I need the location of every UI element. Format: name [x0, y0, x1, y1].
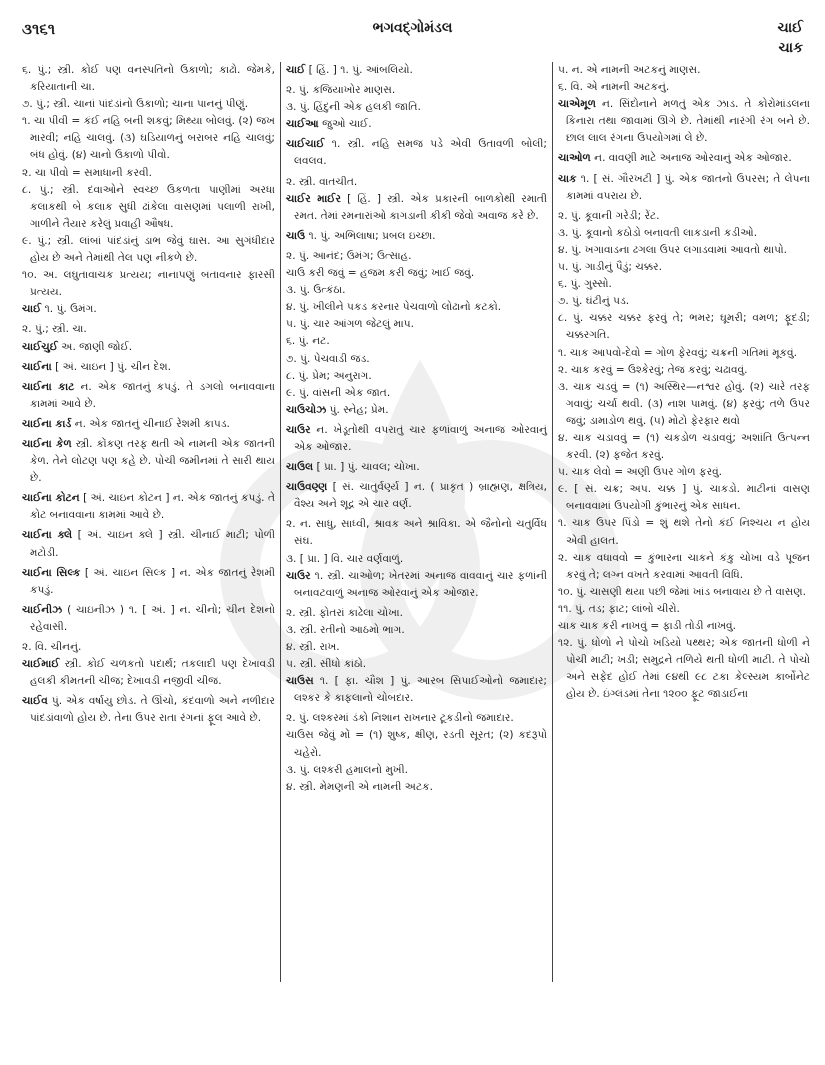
dictionary-entry	[22, 490, 275, 524]
headword: ચાઈ	[286, 64, 306, 76]
definition-text: [ અં. ચાઇન કોટન ] ન. એક જાતનું કપડું. તે કોટ બનાવવાના કામમાં આવે છે.	[30, 492, 275, 522]
headword: ચાઈચાઈ	[286, 138, 325, 151]
definition-text: ન. વાવણી માટે અનાજ ઓરવાનું એક ઓજાર.	[590, 152, 792, 165]
definition-text: ન. એક જાતનું ચીનાઈ રેશમી કાપડ.	[71, 417, 230, 430]
page-number: ૩૧૬૧	[22, 20, 56, 38]
dictionary-entry	[558, 96, 810, 147]
dictionary-entry	[286, 228, 547, 245]
headword: ચાઈચુઈ	[22, 340, 58, 353]
sense-definition: ૬. પું.; સ્ત્રી. કોઈ પણ વનસ્પતિનો ઉકાળો; કાઢો. જેમકે, કરિયાતાની ચા.	[22, 64, 275, 94]
headword: ચાઈનીઝ	[22, 603, 63, 616]
sense-definition: ૩. સ્ત્રી. રતીનો આઠમો ભાગ.	[286, 623, 405, 636]
idiom-definition: ૧. ચાક ઉપર પિંડો = શું થશે તેનો કંઈ નિશ્ચય ન હોય એવી હાલત.	[558, 517, 810, 547]
sense-definition: ૩. [ પ્રા. ] વિ. ચાર વર્ણવાળું.	[286, 552, 404, 565]
idiom-definition: ૪. ચાક ચડાવવું = (૧) ચકડોળ ચડાવવું; અશાંતિ ઉત્પન્ન કરવી. (૨) ફજેત કરવું.	[558, 431, 810, 462]
idiom-definition: ૫. ચાક લેવો = અણી ઉપર ગોળ ફરવું.	[558, 466, 723, 479]
definition-text: ૧. સ્ત્રી. ચાઓળ; ખેતરમાં અનાજ વાવવાનું ચાર ફળાંની બનાવટવાળું અનાજ ઓરવાનું એક ઓજાર.	[294, 569, 547, 599]
sense-definition: ૩. પું. ઉત્કંઠા.	[286, 284, 346, 297]
dictionary-entry	[286, 568, 547, 602]
definition-text: ૧. [ ફા. ચૌશ ] પું. આરબ સિપાઈઓનો જમાદાર; લશ્કર કે કાફલાનો ચોબદાર.	[294, 675, 547, 705]
dictionary-entry	[22, 416, 275, 433]
headword: ચાઈમાઈ	[22, 658, 60, 671]
definition-text: [ અં. ચાઇન ] પું. ચીન દેશ.	[51, 360, 172, 373]
dictionary-entry	[558, 171, 810, 205]
headword: ચાઈના	[22, 360, 52, 373]
definition-text: ૧. પું. અભિલાષા; પ્રબલ ઇચ્છા.	[305, 229, 436, 242]
sense-definition: ૨. વિ. ચીનનું.	[22, 641, 82, 653]
idiom-definition: ૨. ચા પીવો = સમાધાની કરવી.	[22, 166, 153, 179]
headword: ચાઈના કેળ	[22, 437, 72, 450]
sense-definition: ૭. પું. ઘંટીનું પડ.	[558, 295, 630, 308]
headword: ચાઉર	[286, 569, 311, 582]
headword: ચાઈના કાર્ડ	[22, 417, 72, 430]
definition-text: પું. સ્નેહ; પ્રેમ.	[326, 403, 389, 416]
sense-definition: ૨. પું. કૂવાની ગરેડી; રેંટ.	[558, 209, 660, 222]
sense-definition: ૯. પું. વાંસની એક જાત.	[286, 386, 391, 399]
headword: ચાઉસ	[286, 675, 314, 688]
sense-definition: ૪. સ્ત્રી. મેમણની એ નામની અટક.	[286, 780, 433, 793]
dictionary-entry	[286, 116, 547, 133]
idiom-definition: ૧. ચાક આપવો-દેવો = ગોળ ફેરવવું; ચક્રની ગતિમાં મૂકવું.	[558, 346, 797, 359]
definition-text: ન. ખેડૂતોથી વપરાતું ચાર ફળાંવાળું અનાજ ઓરવાનું એક ઓજાર.	[294, 423, 547, 453]
headword: ચાઈવ	[22, 695, 48, 708]
headword: ચાઈર માઈર	[286, 192, 341, 205]
sense-definition: ૨. પું.; સ્ત્રી. ચા.	[22, 323, 87, 336]
sense-definition: ૩. પું. હિંદુની એક હલકી જાતિ.	[286, 101, 421, 114]
sense-definition: ૧૦. પું. ચાસણી થયા પછી જેમાં ખાંડ બનાવાય છે તે વાસણ.	[558, 585, 806, 598]
sense-definition: ૬. વિ. એ નામની અટકનું.	[558, 81, 670, 94]
sense-definition: ૫. સ્ત્રી. સીધો કાંઠો.	[286, 658, 367, 671]
sense-definition: ૫. ન. એ નામની અટકનું માણસ.	[558, 64, 701, 76]
dictionary-entry	[286, 459, 547, 476]
dictionary-entry	[286, 479, 547, 513]
sense-definition: ૯. પું.; સ્ત્રી. લાંબાં પાંદડાંનું ડાભ જેવું ઘાસ. આ સુગંધીદાર હોય છે અને તેમાંથી તેલ પણ નીકળે છે.	[22, 234, 275, 265]
sense-definition: ૭. પું.; સ્ત્રી. ચાનાં પાંદડાંનો ઉકાળો; ચાના પાનનું પીણું.	[22, 98, 249, 111]
idiom-definition: ચાક ચાક કરી નાખવું = ફાડી તોડી નાખવું.	[558, 620, 737, 632]
definition-text: જુઓ ચાઈ.	[318, 118, 372, 131]
sense-definition: ૪. પું. ખીલીને પકડ કરનાર પેચવાળો લોઢાનો કટકો.	[286, 301, 502, 314]
definition-text: [ પ્રા. ] પું. ચાવલ; ચોખા.	[313, 461, 420, 474]
dictionary-entry	[286, 136, 547, 170]
sense-definition: ૨. પું. આનંદ; ઉમંગ; ઉત્સાહ.	[286, 249, 412, 262]
sense-definition: ૨. સ્ત્રી. વાતચીત.	[286, 175, 358, 188]
sense-definition: ૨. ન. સાધુ, સાધ્વી, શ્રાવક અને શ્રાવિકા. એ જૈનોનો ચતુર્વિધ સંઘ.	[286, 518, 547, 548]
dictionary-entry	[22, 359, 275, 376]
definition-text: [ સં. ચાતુર્વર્ણ્ય ] ન. ( પ્રાકૃત ) બ્રાહ્મણ, ક્ષત્રિય, વૈશ્ય અને શૂદ્ર એ ચાર વર્ણ.	[294, 481, 547, 511]
dictionary-entry	[22, 693, 275, 727]
sense-definition: ૪. પું. ખગાવાડના ઢગલા ઉપર લગાડવામાં આવતો થાપો.	[558, 243, 788, 256]
sense-definition: ૬. પું. નટ.	[286, 335, 330, 348]
headword: ચાઈ	[22, 303, 42, 316]
dictionary-entry	[286, 62, 547, 79]
column-3	[552, 62, 810, 982]
definition-text: ( ચાઇનીઝ ) ૧. [ અં. ] ન. ચીનો; ચીન દેશનો રહેવાસી.	[30, 603, 275, 633]
sense-definition: ૯. [ સં. ચક્ર; અપ. ચક્ક ] પું. ચાકડો. માટીનાં વાસણ બનાવવામાં ઉપયોગી કુંભારનું એક સાધન.	[558, 483, 810, 513]
definition-text: અ. જાણી જોઈ.	[57, 340, 133, 353]
idiom-definition: ચાઉ કરી જવું = હજમ કરી જવું; ખાઈ જવું.	[286, 267, 475, 280]
definition-text: સ્ત્રી. કોઈ ચળકતો પદાર્થ; તકલાદી પણ દેખાવડી હલકી કીમતની ચીજ; દેખાવડી નજીવી ચીજ.	[30, 658, 275, 688]
dictionary-entry	[286, 422, 547, 456]
guide-words	[778, 18, 803, 58]
dictionary-entry	[22, 656, 275, 690]
definition-text: ૧. સ્ત્રી. નહિ સમજ પડે એવી ઉતાવળી બોલી; લવલવ.	[294, 138, 547, 168]
sense-definition: ૧૨. પું. ધોળો ને પોચો ખડિયો પથ્થર; એક જાતની ધોળી ને પોચી માટી; ખડી; સમુદ્રને તળિયે થતી ધોળી માટી. તે પોચો અને સફેદ હોઈ તેમાં ૯૪થી ૯૮ ટકા કેલ્સ્યમ કાર્બોનેટ હોય છે. ઇંગ્લંડમાં તેના ૧૨૦૦ ફૂટ જાડાઈના	[558, 637, 810, 701]
dictionary-entry	[286, 673, 547, 707]
sense-definition: ૨. સ્ત્રી. ફોતરાં કાઢેલા ચોખા.	[286, 606, 403, 619]
definition-text: [ અં. ચાઇન સિલ્ક ] ન. એક જાતનું રેશમી કપડું.	[30, 566, 276, 596]
sense-definition: ૩. પું. કૂવાનો કઠોડો બનાવતી લાકડાની કડીઓ.	[558, 226, 758, 239]
sense-definition: ૭. પું. પેચવાડી જડ.	[286, 352, 370, 365]
sense-definition: ૨. પું. લશ્કરમાં ડંકો નિશાન રાખનાર ટૂકડીનો જમાદાર.	[286, 712, 514, 725]
idiom-definition: ૨. ચાક કરવું = ઉશ્કેરવું; તેજ કરવું; ચઢાવવું.	[558, 363, 748, 376]
dictionary-entry	[22, 565, 275, 599]
sense-definition: ૧૧. પું. તડ; ફાટ; લાંબો ચીરો.	[558, 602, 680, 615]
headword: ચાઈના કાટ	[22, 380, 75, 393]
sense-definition: ૪. સ્ત્રી. રાખ.	[286, 641, 340, 653]
sense-definition: ૮. પું.; સ્ત્રી. દવાઓને સ્વચ્છ ઉકળતા પાણીમાં અરધા કલાકથી બે કલાક સુધી ઢાંકેલા વાસણમાં પલાળી રાખી, ગાળીને તૈયાર કરેલું પ્રવાહી ઔષધ.	[22, 183, 275, 230]
headword: ચાઉચોઝ	[286, 403, 327, 416]
idiom-definition: ચાઉસ જેવું મોં = (૧) શુષ્ક, ક્ષીણ, રડતી સૂરત; (૨) કદરૂપો ચહેરો.	[286, 729, 547, 759]
dictionary-entry	[22, 379, 275, 413]
headword: ચાઈઆ	[286, 118, 319, 131]
definition-text: ૧. [ સં. ગૌરખટી ] પું. એક જાતનો ઉપરસ; તે લેપના કામમાં વપરાય છે.	[566, 172, 810, 202]
definition-text: [ હિં. ] સ્ત્રી. એક પ્રકારની બાળકોથી રમાતી રમત. તેમાં રમનારાંઓ કાગડાની કીકી જેવો અવાજ કરે છે.	[294, 192, 547, 222]
sense-definition: ૮. પું. ચક્કર ચક્કર ફરવું તે; ભમર; ઘૂમરી; વમળ; ફૂદડી; ચક્કરગતિ.	[558, 312, 810, 342]
headword: ચાઉ	[286, 229, 306, 242]
guide-word-first: ચાઈ	[777, 20, 803, 36]
headword: ચાક	[558, 172, 577, 185]
dictionary-title: ભગવદ્ગોમંડલ	[372, 20, 453, 36]
dictionary-entry	[286, 402, 547, 419]
sense-definition: ૨. પું. કજિયાખોર માણસ.	[286, 84, 396, 97]
headword: ચાઈના કોટન	[22, 492, 80, 505]
definition-text: સ્ત્રી. કોંકણ તરફ થતી એ નામની એક જાતની કેળ. તેને લોટણ પણ કહે છે. પોચી જમીનમાં તે સારી થાય છે.	[30, 437, 275, 485]
definition-text: ન. સિંદોનાને મળતું એક ઝાડ. તે કોરોમાંડલના કિનારા તથા જાવામાં ઊગે છે. તેમાંથી નારંગી રંગ બને છે. છાલ લાલ રંગના ઉપયોગમાં લે છે.	[566, 98, 810, 145]
guide-word-last: ચાક	[778, 40, 803, 56]
definition-text: પું. એક વર્ષાયુ છોડ. તે ઊંચો, કંદવાળો અને નળીદાર પાંદડાંવાળો હોય છે. તેના ઉપર રાતા રંગનાં ફૂલ આવે છે.	[30, 695, 275, 725]
column-1	[22, 62, 280, 1052]
sense-definition: ૬. પું. ગુસ્સો.	[558, 278, 612, 291]
headword: ચાઓળ	[558, 152, 591, 165]
headword: ચાઈના ક્લે	[22, 529, 73, 542]
dictionary-entry	[22, 339, 275, 356]
idiom-definition: ૧. ચા પીવી = કંઈ નહિ બની શકવું; મિથ્યા બોલવું. (૨) જખ મારવી; નહિ ચાલવું. (૩) ઘડિયાળનું બરાબર નહિ ચાલવું; બંધ હોવું. (૪) ચાનો ઉકાળો પીવો.	[22, 115, 275, 162]
dictionary-entry	[286, 191, 547, 225]
sense-definition: ૫. પું. ચાર આંગળ જેટલું માપ.	[286, 318, 414, 331]
dictionary-entry	[22, 436, 275, 487]
sense-definition: ૫. પું. ગાડીનું પૈડું; ચક્કર.	[558, 261, 663, 274]
headword: ચાએમૂળ	[558, 98, 596, 111]
headword: ચાઉવણ્ણ	[286, 481, 328, 494]
dictionary-entry	[22, 527, 275, 561]
sense-definition: ૩. પું. લશ્કરી હમાલનો મુખી.	[286, 763, 409, 776]
dictionary-entry	[22, 602, 275, 636]
dictionary-columns	[22, 62, 810, 1052]
headword: ચાઉર	[286, 423, 311, 436]
column-2	[280, 62, 552, 982]
sense-definition: ૧૦. અ. લઘુતાવાચક પ્રત્યય; નાનાપણું બતાવનાર ફારસી પ્રત્યય.	[22, 269, 275, 299]
idiom-definition: ૩. ચાક ચડવું = (૧) અસ્થિર—નશ્વર હોવું. (૨) ચારે તરફ ગવાવું; ચર્ચા થવી. (૩) નાશ પામવું. (૪) ફરવું; તળે ઉપર જવું; ડામાડોળ થવું. (૫) મોટો ફેરફાર થવો	[558, 380, 810, 427]
idiom-definition: ૨. ચાક વધાવવો = કુંભારના ચાકને કંકુ ચોખા વડે પૂજન કરવું તે; લગ્ન વખતે કરવામાં આવતી વિધિ.	[558, 551, 810, 581]
headword: ચાઉલ	[286, 461, 314, 474]
definition-text: ન. એક જાતનું કપડું. તે ડગલો બનાવવાના કામમાં આવે છે.	[30, 380, 275, 410]
dictionary-entry	[558, 150, 810, 167]
sense-definition: ૮. પું. પ્રેમ; અનુરાગ.	[286, 369, 372, 382]
page-header	[0, 0, 825, 60]
headword: ચાઈના સિલ્ક	[22, 566, 81, 579]
definition-text: ૧. પું. ઉમંગ.	[41, 303, 97, 316]
dictionary-entry	[22, 301, 275, 318]
definition-text: [ હિં. ] ૧. પું. આંબલિયો.	[305, 64, 413, 76]
definition-text: [ અં. ચાઇન ક્લે ] સ્ત્રી. ચીનાઈ માટી; પોળી મટોડી.	[30, 529, 276, 559]
